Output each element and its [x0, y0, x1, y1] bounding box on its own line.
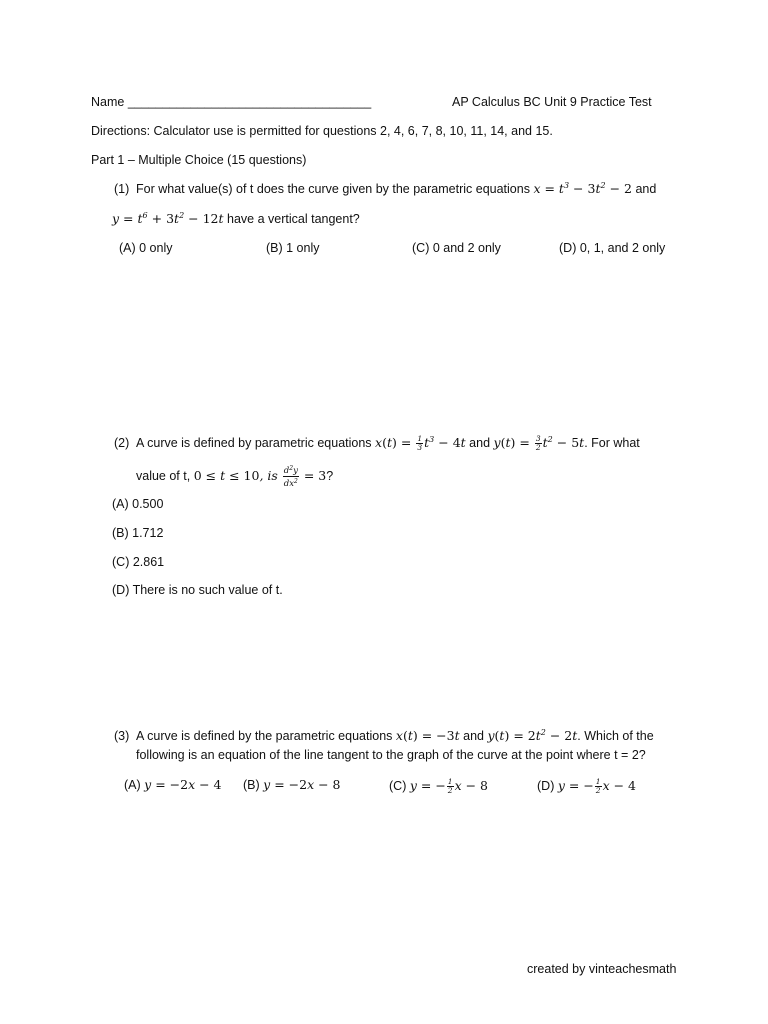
name-label: Name	[91, 95, 128, 109]
question-3-choice-b[interactable]: (B) y = −2x − 8	[243, 777, 341, 792]
question-1-choice-d[interactable]: (D) 0, 1, and 2 only	[559, 241, 666, 255]
question-2-math-condition: 0 ≤ t ≤ 10, is	[193, 467, 282, 483]
question-3-text-and: and	[459, 729, 488, 743]
question-2-math-x: x(t) = $\frac{1}{3}$ $t^3 - 4t$	[375, 434, 466, 452]
name-field	[91, 94, 371, 110]
question-1-choice-a[interactable]: (A) 0 only	[119, 241, 173, 255]
question-1-choice-c[interactable]: (C) 0 and 2 only	[412, 241, 501, 255]
question-1-line-2	[112, 211, 360, 227]
question-2-line-1	[136, 435, 640, 452]
question-3-math-x: x(t) = −3t	[395, 728, 460, 743]
question-2-math-y: y(t) = $\frac{3}{2}$ $t^2 - 5t$	[493, 434, 585, 452]
question-3-choice-a[interactable]: (A) y = −2x − 4	[124, 777, 222, 792]
part-heading: Part 1 – Multiple Choice (15 questions)	[91, 153, 307, 167]
question-1-math-x: $x = t^3 - 3t^2 - 2$	[533, 181, 632, 196]
question-1-line-1	[136, 181, 656, 197]
question-2-text-and: and	[465, 436, 494, 450]
question-1-math-y: $y = t^6 + 3t^2 - 12t$	[112, 211, 224, 226]
question-3-choice-d[interactable]: (D) y = − $\frac{1}{2}$ x − 4	[537, 777, 637, 795]
question-3-choice-c[interactable]: (C) y = − $\frac{1}{2}$ x − 8	[389, 777, 489, 795]
question-2-text-b: . For what	[584, 436, 640, 450]
question-3-number: (3)	[114, 729, 130, 743]
question-3-line-1	[136, 728, 654, 744]
question-3-text-b: . Which of the	[577, 729, 654, 743]
question-1-text-c: have a vertical tangent?	[223, 212, 360, 226]
question-2-choice-a[interactable]: (A) 0.500	[112, 497, 164, 511]
question-1-text-b: and	[631, 182, 657, 196]
question-1-choice-b[interactable]: (B) 1 only	[266, 241, 320, 255]
question-2-text-a: A curve is defined by parametric equations	[136, 436, 376, 450]
question-2-text-c-prefix: value of t,	[136, 468, 194, 483]
question-2-line-2: value of t, 0 ≤ t ≤ 10, is $\frac{d^2y}{dx^2}$ = 3?	[136, 465, 334, 489]
question-2-choice-b[interactable]: (B) 1.712	[112, 526, 164, 540]
test-title: AP Calculus BC Unit 9 Practice Test	[452, 95, 652, 109]
question-3-text-a: A curve is defined by the parametric equations	[136, 729, 396, 743]
question-3-line-2: following is an equation of the line tangent to the graph of the curve at the point where t = 2?	[136, 748, 646, 762]
question-2-second-derivative: $\frac{d^2y}{dx^2}$	[283, 465, 298, 489]
question-1-number: (1)	[114, 182, 130, 196]
footer-credit: created by vinteachesmath	[527, 962, 677, 976]
question-1-text-a: For what value(s) of t does the curve given by the parametric equations	[136, 182, 534, 196]
question-2-number: (2)	[114, 436, 130, 450]
question-2-choice-d[interactable]: (D) There is no such value of t.	[112, 583, 283, 597]
directions: Directions: Calculator use is permitted for questions 2, 4, 6, 7, 8, 10, 11, 14, and 15.	[91, 124, 553, 138]
name-line: ___________________________________	[127, 95, 372, 109]
question-3-math-y: $y(t) = 2t^2 - 2t$	[487, 728, 578, 743]
question-2-choice-c[interactable]: (C) 2.861	[112, 555, 165, 569]
